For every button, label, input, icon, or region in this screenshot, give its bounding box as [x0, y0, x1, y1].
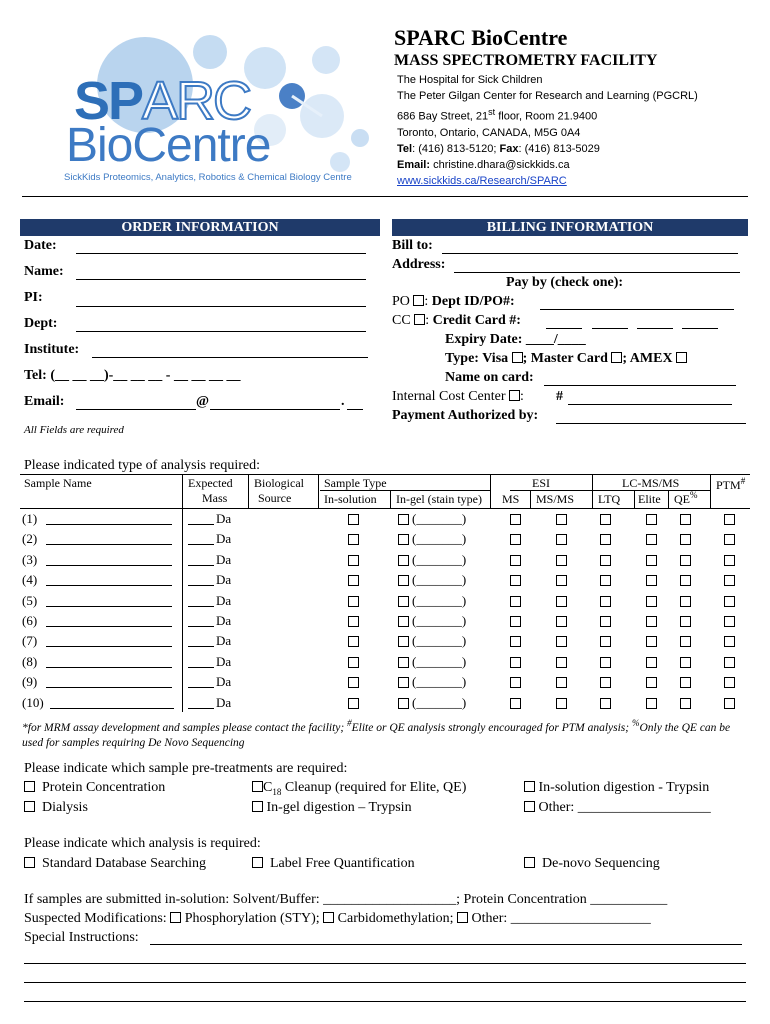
analysis-checkbox[interactable]: [646, 534, 657, 545]
col-elite: Elite: [638, 492, 661, 506]
po-checkbox[interactable]: [413, 295, 424, 306]
stain-type-field[interactable]: (_______): [412, 572, 467, 588]
da-unit: Da: [216, 551, 232, 567]
analysis-checkbox[interactable]: [398, 575, 409, 586]
stain-type-field[interactable]: (_______): [412, 613, 467, 628]
bill-to-field[interactable]: [442, 253, 738, 254]
analysis-checkbox[interactable]: [348, 575, 359, 586]
cc-field-1[interactable]: [546, 328, 582, 329]
analysis-checkbox[interactable]: [348, 677, 359, 688]
lfq-label: Label Free Quantification: [270, 856, 415, 871]
logo-sp: SP: [74, 71, 143, 131]
special-instructions-line-3[interactable]: [24, 982, 746, 983]
analysis-checkbox[interactable]: [680, 616, 691, 627]
name-on-card-field[interactable]: [544, 385, 736, 386]
row-number: (10): [22, 694, 44, 710]
analysis-checkbox[interactable]: [510, 514, 521, 525]
billing-info-heading: BILLING INFORMATION: [392, 219, 748, 236]
table-row: [20, 571, 750, 591]
cc-field-3[interactable]: [637, 328, 673, 329]
stain-type-field[interactable]: (_______): [412, 531, 467, 547]
analysis-checkbox[interactable]: [600, 514, 611, 525]
analysis-checkbox[interactable]: [510, 636, 521, 647]
billing-address-field[interactable]: [454, 272, 740, 273]
expected-mass-field[interactable]: [188, 565, 214, 566]
analysis-table: Sample Name Expected Mass Biological Source Sample Type In-solution In-gel (stain type) ESI MS MS/MS LC-MS/MS LTQ Elite QE% PTM# (1) Da (_______) (2) Da (_______) (3) Da (_______) (4) Da (_______) (5) Da (_______) (6) Da (_______) (7) Da (_______) (8) Da (_______) (9) Da (_______) (10) Da (_______): [20, 474, 750, 712]
analysis-checkbox[interactable]: [398, 698, 409, 709]
analysis-checkbox[interactable]: [646, 596, 657, 607]
expected-mass-field[interactable]: [188, 606, 214, 607]
denovo-label: De-novo Sequencing: [542, 856, 660, 871]
expected-mass-field[interactable]: [188, 524, 214, 525]
sample-name-field[interactable]: [46, 667, 172, 668]
special-instructions-label: Special Instructions:: [24, 930, 139, 945]
ingel-digestion-checkbox[interactable]: [252, 801, 263, 812]
col-in-gel: In-gel (stain type): [396, 492, 482, 506]
da-unit: Da: [216, 511, 232, 526]
analysis-checkbox[interactable]: [724, 534, 735, 545]
analysis-checkbox[interactable]: [680, 636, 691, 647]
sample-name-field[interactable]: [46, 646, 172, 647]
analysis-checkbox[interactable]: [510, 555, 521, 566]
email-user-field[interactable]: [76, 409, 196, 410]
contact-phone: Tel: (416) 813-5120; Fax: (416) 813-5029: [397, 142, 600, 155]
carb-label: Carbidomethylation;: [337, 911, 454, 926]
institute-field[interactable]: [92, 357, 368, 358]
col-mass: Mass: [202, 491, 228, 505]
analysis-checkbox[interactable]: [348, 657, 359, 668]
da-unit: Da: [216, 633, 232, 649]
analysis-checkbox[interactable]: [556, 534, 567, 545]
pi-field[interactable]: [76, 306, 366, 307]
facility-title: SPARC BioCentre: [394, 25, 568, 50]
facility-subtitle: MASS SPECTROMETRY FACILITY: [394, 52, 658, 69]
analysis-checkbox[interactable]: [680, 596, 691, 607]
analysis-checkbox[interactable]: [724, 514, 735, 525]
row-number: (6): [22, 613, 38, 628]
stain-type-field[interactable]: (_______): [412, 551, 467, 567]
dept-field[interactable]: [76, 331, 366, 332]
logo-arc: ARC: [142, 71, 251, 131]
phospho-label: Phosphorylation (STY);: [184, 911, 320, 926]
table-row: [20, 612, 750, 632]
analysis-type-prompt: Please indicated type of analysis required:: [24, 458, 260, 473]
analysis-checkbox[interactable]: [600, 677, 611, 688]
facility-address: [397, 72, 698, 189]
col-source: Source: [258, 491, 292, 505]
analysis-checkbox[interactable]: [398, 616, 409, 627]
analysis-checkbox[interactable]: [398, 677, 409, 688]
stain-type-field[interactable]: (_______): [412, 694, 467, 710]
table-row: [20, 551, 750, 571]
col-qe: QE: [674, 492, 690, 506]
col-expected: Expected: [188, 476, 233, 490]
address-line: 686 Bay Street, 21st floor, Room 21.9400: [397, 107, 598, 123]
table-row: [20, 673, 750, 693]
col-ptm: PTM: [716, 478, 741, 492]
payment-auth-field[interactable]: [556, 423, 746, 424]
header-divider: [22, 196, 748, 197]
analysis-checkbox[interactable]: [646, 616, 657, 627]
row-number: (2): [22, 531, 38, 547]
sample-name-field[interactable]: [50, 708, 174, 709]
analysis-checkbox[interactable]: [724, 698, 735, 709]
dept-id-label: Dept ID/PO#:: [431, 294, 515, 309]
institute-label: Institute:: [24, 342, 80, 357]
internal-hash: #: [556, 389, 563, 404]
analysis-checkbox[interactable]: [724, 636, 735, 647]
analysis-checkbox[interactable]: [348, 698, 359, 709]
analysis-checkbox[interactable]: [348, 596, 359, 607]
logo-biocentre: BioCentre: [66, 119, 271, 172]
c18-checkbox[interactable]: [252, 781, 263, 792]
denovo-checkbox[interactable]: [524, 857, 535, 868]
col-in-solution: In-solution: [324, 492, 377, 506]
dialysis-label: Dialysis: [42, 800, 88, 815]
date-label: Date:: [24, 238, 57, 253]
analysis-checkbox[interactable]: [680, 698, 691, 709]
required-note: All Fields are required: [24, 424, 124, 436]
col-lcmsms: LC-MS/MS: [622, 476, 680, 490]
visa-checkbox[interactable]: [512, 352, 523, 363]
email-dot: .: [341, 394, 345, 409]
analysis-checkbox[interactable]: [348, 636, 359, 647]
col-biological: Biological: [254, 476, 304, 490]
analysis-checkbox[interactable]: [556, 596, 567, 607]
logo: [60, 30, 380, 190]
analysis-checkbox[interactable]: [646, 636, 657, 647]
analysis-checkbox[interactable]: [398, 636, 409, 647]
analysis-checkbox[interactable]: [600, 534, 611, 545]
analysis-checkbox[interactable]: [556, 575, 567, 586]
sample-name-field[interactable]: [46, 687, 172, 688]
da-unit: Da: [216, 531, 232, 547]
db-search-checkbox[interactable]: [24, 857, 35, 868]
expected-mass-field[interactable]: [188, 544, 214, 545]
da-unit: Da: [216, 592, 232, 608]
col-sample-type: Sample Type: [324, 476, 387, 490]
analysis-checkbox[interactable]: [600, 636, 611, 647]
po-label: PO: [392, 294, 410, 309]
website-link[interactable]: www.sickkids.ca/Research/SPARC: [397, 174, 567, 187]
analysis-checkbox[interactable]: [510, 596, 521, 607]
master-label: ; Master Card: [522, 351, 608, 366]
analysis-checkbox[interactable]: [510, 575, 521, 586]
mods-other-field[interactable]: Other: ____________________: [471, 911, 651, 926]
analysis-checkbox[interactable]: [680, 514, 691, 525]
row-number: (4): [22, 572, 38, 588]
mods-label: Suspected Modifications:: [24, 911, 167, 926]
tel-field[interactable]: Tel: (__ __ __)-__ __ __ - __ __ __ __: [24, 368, 241, 383]
analysis-checkbox[interactable]: [724, 677, 735, 688]
special-instructions-line-4[interactable]: [24, 1001, 746, 1002]
analysis-checkbox[interactable]: [724, 657, 735, 668]
analysis-checkbox[interactable]: [680, 575, 691, 586]
phospho-checkbox[interactable]: [170, 912, 181, 923]
pi-label: PI:: [24, 290, 43, 305]
analysis-checkbox[interactable]: [724, 555, 735, 566]
row-number: (7): [22, 633, 38, 649]
analysis-checkbox[interactable]: [680, 657, 691, 668]
analysis-checkbox[interactable]: [680, 677, 691, 688]
analysis-checkbox[interactable]: [556, 514, 567, 525]
expected-mass-field[interactable]: [188, 687, 214, 688]
analysis-checkbox[interactable]: [600, 596, 611, 607]
dialysis-checkbox[interactable]: [24, 801, 35, 812]
address-label: Address:: [392, 257, 446, 272]
analysis-checkbox[interactable]: [398, 657, 409, 668]
cc-field-2[interactable]: [592, 328, 628, 329]
row-number: (9): [22, 674, 38, 690]
email-label: Email:: [24, 394, 65, 409]
c18-label: Cleanup (required for Elite, QE): [284, 780, 467, 795]
analysis-checkbox[interactable]: [724, 616, 735, 627]
contact-email: Email: christine.dhara@sickkids.ca: [397, 158, 570, 171]
pretreat-other-checkbox[interactable]: [524, 801, 535, 812]
db-search-label: Standard Database Searching: [42, 856, 207, 871]
cc-field-4[interactable]: [682, 328, 718, 329]
row-number: (3): [22, 551, 38, 567]
table-row: [20, 592, 750, 612]
protein-conc-checkbox[interactable]: [24, 781, 35, 792]
sample-name-field[interactable]: [46, 585, 172, 586]
email-tld-field[interactable]: [347, 409, 363, 410]
table-row: [20, 510, 750, 530]
analysis-checkbox[interactable]: [600, 555, 611, 566]
master-checkbox[interactable]: [611, 352, 622, 363]
row-number: (5): [22, 592, 38, 608]
amex-label: ; AMEX: [622, 351, 673, 366]
analysis-checkbox[interactable]: [398, 534, 409, 545]
email-domain-field[interactable]: [210, 409, 340, 410]
analysis-checkbox[interactable]: [398, 514, 409, 525]
order-info-heading: ORDER INFORMATION: [20, 219, 380, 236]
analysis-checkbox[interactable]: [556, 616, 567, 627]
analysis-checkbox[interactable]: [646, 698, 657, 709]
lfq-checkbox[interactable]: [252, 857, 263, 868]
analysis-checkbox[interactable]: [510, 698, 521, 709]
analysis-checkbox[interactable]: [556, 636, 567, 647]
special-instructions-line-1[interactable]: [150, 944, 742, 945]
dept-label: Dept:: [24, 316, 58, 331]
name-field[interactable]: [76, 279, 366, 280]
table-footnote: *for MRM assay development and samples please contact the facility; #Elite or QE analysis strongly encouraged for PTM analysis; %Only the QE can be used for samples requiring De Novo Sequencing: [22, 718, 731, 749]
ingel-digestion-label: In-gel digestion – Trypsin: [266, 800, 412, 815]
da-unit: Da: [216, 613, 232, 628]
sample-name-field[interactable]: [46, 524, 172, 525]
analysis-checkbox[interactable]: [348, 514, 359, 525]
pretreat-other-field[interactable]: Other: ___________________: [538, 800, 711, 815]
type-visa-label: Type: Visa: [445, 351, 509, 366]
sample-name-field[interactable]: [46, 565, 172, 566]
analysis-checkbox[interactable]: [510, 616, 521, 627]
analysis-checkbox[interactable]: [646, 514, 657, 525]
stain-type-field[interactable]: (_______): [412, 674, 467, 690]
bill-to-label: Bill to:: [392, 238, 433, 253]
internal-cost-label: Internal Cost Center: [392, 389, 506, 404]
credit-card-label: Credit Card #:: [432, 313, 521, 328]
analysis-checkbox[interactable]: [556, 698, 567, 709]
special-instructions-line-2[interactable]: [24, 963, 746, 964]
stain-type-field[interactable]: (_______): [412, 653, 467, 669]
analysis-checkbox[interactable]: [646, 575, 657, 586]
sample-name-field[interactable]: [46, 606, 172, 607]
stain-type-field[interactable]: (_______): [412, 633, 467, 649]
protein-conc-label: Protein Concentration: [42, 780, 166, 795]
sample-name-field[interactable]: [46, 544, 172, 545]
da-unit: Da: [216, 572, 232, 588]
expected-mass-field[interactable]: [188, 708, 214, 709]
analysis-checkbox[interactable]: [724, 596, 735, 607]
expected-mass-field[interactable]: [188, 626, 214, 627]
analysis-checkbox[interactable]: [646, 657, 657, 668]
table-row: [20, 530, 750, 550]
analysis-checkbox[interactable]: [556, 677, 567, 688]
expected-mass-field[interactable]: [188, 667, 214, 668]
expiry-field[interactable]: Expiry Date: ____/____: [445, 332, 586, 347]
stain-type-field[interactable]: (_______): [412, 511, 467, 526]
analysis-checkbox[interactable]: [680, 555, 691, 566]
name-on-card-label: Name on card:: [445, 370, 534, 385]
name-label: Name:: [24, 264, 64, 279]
amex-checkbox[interactable]: [676, 352, 687, 363]
analysis-checkbox[interactable]: [398, 596, 409, 607]
analysis-checkbox[interactable]: [510, 534, 521, 545]
analysis-checkbox[interactable]: [556, 555, 567, 566]
mods-other-checkbox[interactable]: [457, 912, 468, 923]
analysis-checkbox[interactable]: [348, 534, 359, 545]
solvent-buffer-field[interactable]: If samples are submitted in-solution: Solvent/Buffer: ___________________; Protein Concentration ___________: [24, 892, 668, 907]
table-row: [20, 632, 750, 652]
email-at: @: [196, 394, 210, 409]
table-row: [20, 694, 750, 714]
analysis-checkbox[interactable]: [724, 575, 735, 586]
analysis-checkbox[interactable]: [348, 555, 359, 566]
expected-mass-field[interactable]: [188, 646, 214, 647]
stain-type-field[interactable]: (_______): [412, 592, 467, 608]
address-line: The Peter Gilgan Center for Research and Learning (PGCRL): [397, 90, 698, 102]
analysis-checkbox[interactable]: [348, 616, 359, 627]
internal-cost-checkbox[interactable]: [509, 390, 520, 401]
analysis-checkbox[interactable]: [646, 677, 657, 688]
insol-digestion-checkbox[interactable]: [524, 781, 535, 792]
da-unit: Da: [216, 694, 232, 710]
da-unit: Da: [216, 653, 232, 669]
cc-label: CC: [392, 313, 411, 328]
dept-id-field[interactable]: [540, 309, 734, 310]
row-number: (8): [22, 653, 38, 669]
expected-mass-field[interactable]: [188, 585, 214, 586]
analysis-checkbox[interactable]: [680, 534, 691, 545]
table-row: [20, 653, 750, 673]
internal-cost-field[interactable]: [568, 404, 732, 405]
analysis-checkbox[interactable]: [600, 616, 611, 627]
sample-name-field[interactable]: [46, 626, 172, 627]
cc-checkbox[interactable]: [414, 314, 425, 325]
col-sample-name: Sample Name: [24, 476, 92, 490]
logo-tagline: SickKids Proteomics, Analytics, Robotics & Chemical Biology Centre: [64, 172, 352, 183]
col-esi: ESI: [532, 476, 550, 490]
address-line: Toronto, Ontario, CANADA, M5G 0A4: [397, 126, 581, 139]
analysis-required-prompt: Please indicate which analysis is required:: [24, 836, 261, 851]
carb-checkbox[interactable]: [323, 912, 334, 923]
analysis-checkbox[interactable]: [556, 657, 567, 668]
pay-by-label: Pay by (check one):: [506, 275, 624, 290]
row-number: (1): [22, 511, 38, 526]
address-line: The Hospital for Sick Children: [397, 74, 543, 86]
analysis-checkbox[interactable]: [600, 657, 611, 668]
analysis-checkbox[interactable]: [398, 555, 409, 566]
pretreatment-prompt: Please indicate which sample pre-treatments are required:: [24, 761, 348, 776]
payment-auth-label: Payment Authorized by:: [392, 408, 539, 423]
col-msms: MS/MS: [536, 492, 575, 506]
analysis-checkbox[interactable]: [600, 575, 611, 586]
col-ms: MS: [502, 492, 520, 506]
analysis-checkbox[interactable]: [510, 677, 521, 688]
insol-digestion-label: In-solution digestion - Trypsin: [538, 780, 710, 795]
date-field[interactable]: [76, 253, 366, 254]
da-unit: Da: [216, 674, 232, 690]
analysis-checkbox[interactable]: [600, 698, 611, 709]
analysis-checkbox[interactable]: [510, 657, 521, 668]
col-ltq: LTQ: [598, 492, 621, 506]
analysis-checkbox[interactable]: [646, 555, 657, 566]
